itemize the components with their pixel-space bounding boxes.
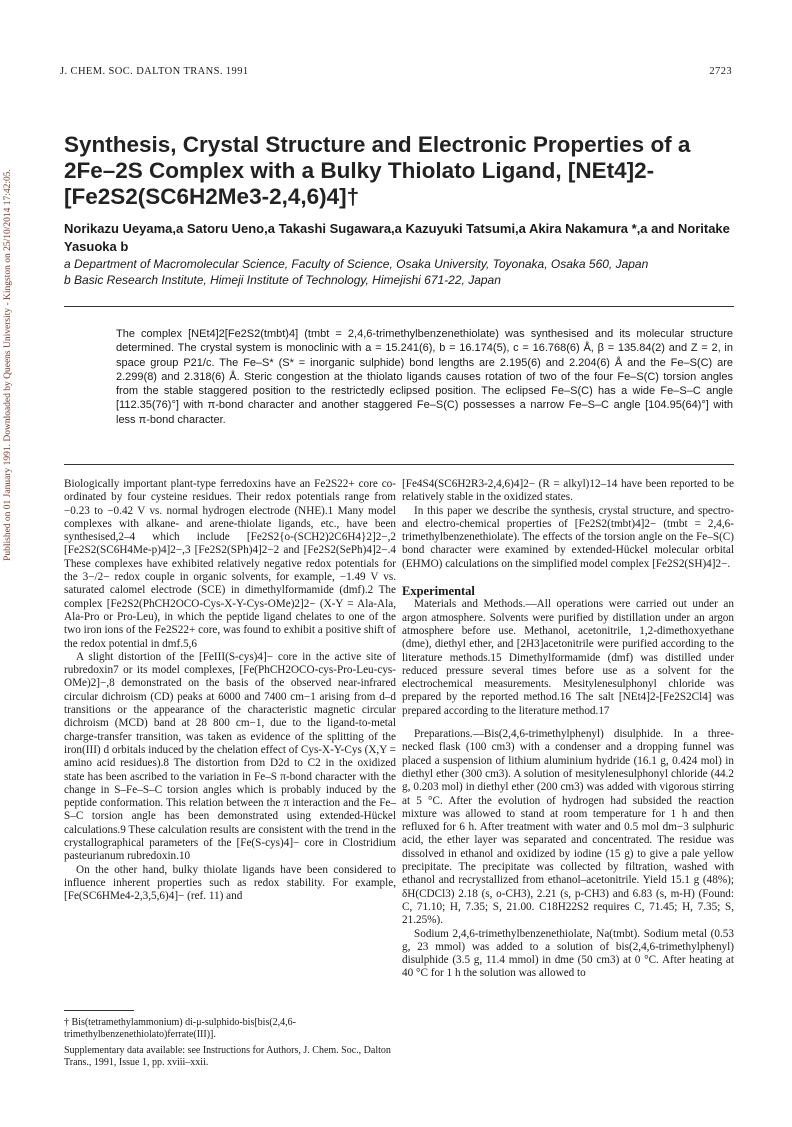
paragraph: Preparations.—Bis(2,4,6-trimethylphenyl) disulphide. In a three-necked flask (100 cm3) with a condenser and a dropping funnel was placed a suspension of lithium aluminium hydride (16.1 g, 0.424 mol) in diethyl ether (300 cm3). A solution of mesitylenesulphonyl chloride (44.2 g, 0.203 mol) in diethyl ether (200 cm3) was added with vigorous stirring at 5 °C. After the evolution of hydrogen had subsided the reaction mixture was allowed to stand at room temperature for 1 h and then refluxed for 6 h. After treatment with water and 0.5 mol dm−3 sulphuric acid, the ether layer was separated and concentrated. The residue was dissolved in ethanol and oxidized by iodine (15 g) to give a pale yellow precipitate. The precipitate was collected by filtration, washed with ethanol and recrystallized from ethanol–acetonitrile. Yield 15.1 g (48%); δH(CDCl3) 2.18 (s, o-CH3), 2.21 (s, p-CH3) and 6.83 (s, m-H) (Found: C, 71.10; H, 7.35; S, 21.00. C18H22S2 requires C, 71.45; H, 7.35; S, 21.25%). [402,728,734,927]
abstract: The complex [NEt4]2[Fe2S2(tmbt)4] (tmbt = 2,4,6-trimethylbenzenethiolate) was synthesised and its molecular structure determined. The crystal system is monoclinic with a = 15.241(6), b = 16.174(5), c = 16.768(6) Å, β = 135.84(2) and Z = 2, in space group P21/c. The Fe–S* (S* = inorganic sulphide) bond lengths are 2.195(6) and 2.204(6) Å and the Fe–S(C) are 2.299(8) and 2.318(6) Å. Steric congestion at the thiolato ligands causes rotation of two of the four Fe–S(C) torsion angles from the stable staggered position to the restrictedly eclipsed position. The eclipsed Fe–S(C) has a wide Fe–S–C angle [112.35(76)°] with π-bond character and another staggered Fe–S(C) possesses a narrow Fe–S–C angle [104.95(64)°] with less π-bond character. [116,328,733,426]
paragraph: [Fe4S4(SC6H2R3-2,4,6)4]2− (R = alkyl)12–14 have been reported to be relatively stable in the oxidized states. [402,478,734,504]
paragraph: Sodium 2,4,6-trimethylbenzenethiolate, Na(tmbt). Sodium metal (0.53 g, 23 mmol) was added to a solution of bis(2,4,6-trimethylphenyl) disulphide (3.5 g, 11.4 mmol) in dme (50 cm3) at 0 °C. After heating at 40 °C for 1 h the solution was allowed to [402,927,734,980]
paragraph: On the other hand, bulky thiolate ligands have been considered to influence inherent properties such as redox stability. For example, [Fe(SC6HMe4-2,3,5,6)4]− (ref. 11) and [64,863,396,903]
author-list: Norikazu Ueyama,a Satoru Ueno,a Takashi Sugawara,a Kazuyuki Tatsumi,a Akira Nakamura *,a and Noritake Yasuoka b [64,221,730,254]
article-title: Synthesis, Crystal Structure and Electronic Properties of a 2Fe–2S Complex with a Bulky Thiolato Ligand, [NEt4]2-[Fe2S2(SC6H2Me3-2,4,6)4]† [64,132,691,209]
journal-header: J. CHEM. SOC. DALTON TRANS. 1991 [60,66,249,77]
paragraph: Biologically important plant-type ferredoxins have an Fe2S22+ core co-ordinated by four cysteine residues. Their redox potentials range from −0.23 to −0.42 V vs. normal hydrogen electrode (NHE).1 Many model complexes with alkane- and arene-thiolate ligands, etc., have been synthesised,2–4 which include [Fe2S2{o-(SCH2)2C6H4}2]2−,2 [Fe2S2(SC6H4Me-p)4]2−,3 [Fe2S2(SPh)4]2−2 and [Fe2S2(SePh)4]2−.4 These complexes have exhibited relatively negative redox potentials for the 3−/2− redox couple in organic solvents, for example, −1.49 V vs. saturated calomel electrode (SCE) in dimethylformamide (dmf).2 The complex [Fe2S2(PhCH2OCO-Cys-X-Y-Cys-OMe)2]2− (X-Y = Ala-Ala, Ala-Pro or Pro-Leu), in which the peptide ligand chelates to one of the two iron ions of the Fe2S22+ core, was found to exhibit a positive shift of the redox potential in dmf.5,6 [64,478,396,650]
top-rule [64,306,734,307]
right-column [402,478,734,981]
paragraph: In this paper we describe the synthesis, crystal structure, and spectro- and electro-chemical properties of [Fe2S2(tmbt)4]2− (tmbt = 2,4,6-trimethylbenzenethiolate). The effects of the torsion angle on the Fe–S(C) bond character were examined by extended-Hückel molecular orbital (EHMO) calculations on the simplified model complex [Fe2S2(SH)4]2−. [402,504,734,570]
paragraph: Materials and Methods.—All operations were carried out under an argon atmosphere. Solvents were purified by distillation under an argon atmosphere before use. Methanol, acetonitrile, 1,2-dimethoxyethane (dme), diethyl ether, and [2H3]acetonitrile were purified according to the literature methods.15 Dimethylformamide (dmf) was distilled under reduced pressure several times before use as a solvent for the electrochemical measurements. Mesitylenesulphonyl chloride was prepared by the reported method.16 The salt [NEt4]2-[Fe2S2Cl4] was prepared according to the literature method.17 [402,598,734,717]
footnote-supplementary: Supplementary data available: see Instructions for Authors, J. Chem. Soc., Dalton Trans., 1991, Issue 1, pp. xviii–xxii. [64,1045,391,1068]
footnotes [64,1017,396,1073]
affiliations [64,256,734,288]
footnote-dagger: † Bis(tetramethylammonium) di-μ-sulphido-bis[bis(2,4,6-trimethylbenzenethiolato)ferrate(III)]. [64,1017,296,1040]
paragraph: A slight distortion of the [FeIII(S-cys)4]− core in the active site of rubredoxin7 or its model complexes, [Fe(PhCH2OCO-cys-Pro-Leu-cys-OMe)2]−,8 demonstrated on the basis of the observed near-infrared circular dichroism (CD) peaks at 6000 and 7400 cm−1 arising from d–d transitions or the appearance of the characteristic magnetic circular dichroism (MCD) band at 28 800 cm−1, due to the ligand-to-metal charge-transfer transition, was taken as evidence of the splitting of the iron(III) d orbitals induced by the chelation effect of Cys-X-Y-Cys (X,Y = amino acid residues).8 The distortion from D2d to C2 in the oxidized state has been ascribed to the variation in Fe–S π-bond character with the change in S–Fe–S–C torsion angles which is probably induced by the peptide conformation. This relation between the π interaction and the Fe–S–C torsion angle has been demonstrated using extended-Hückel calculations.9 These calculation results are consistent with the trend in the crystallographical parameters of the [Fe(S-cys)4]− core in Clostridium pasteurianum rubredoxin.10 [64,650,396,863]
abstract-rule [64,464,734,465]
download-watermark: Published on 01 January 1991. Downloaded by Queens University - Kingston on 25/10/2014 17:42:05. [3,169,13,561]
affiliation-a: a Department of Macromolecular Science, Faculty of Science, Osaka University, Toyonaka, Osaka 560, Japan [64,257,649,271]
left-column [64,478,396,904]
footnote-rule [64,1010,134,1011]
affiliation-b: b Basic Research Institute, Himeji Institute of Technology, Himejishi 671-22, Japan [64,273,501,287]
section-heading: Experimental [402,584,475,599]
page-number: 2723 [709,66,732,77]
